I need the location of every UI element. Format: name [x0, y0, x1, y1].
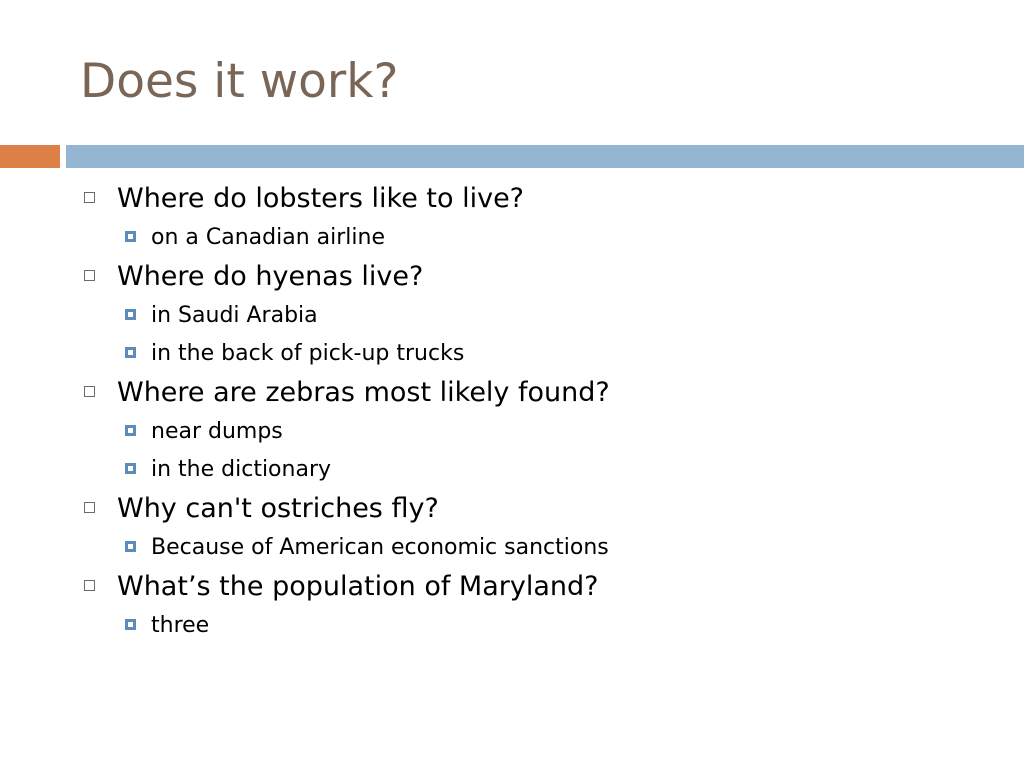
- answer-text: near dumps: [151, 418, 283, 444]
- square-bullet-icon: [125, 619, 136, 630]
- answer-item: [82, 334, 1002, 372]
- answer-text: in the dictionary: [151, 456, 332, 482]
- answer-item: [82, 296, 1002, 334]
- question-item: [82, 178, 1002, 218]
- answer-item: [82, 450, 1002, 488]
- answer-item: [82, 218, 1002, 256]
- answer-item: [82, 606, 1002, 644]
- bullet-list: [82, 178, 1002, 644]
- hollow-square-bullet-icon: [84, 580, 95, 591]
- answer-text: Because of American economic sanctions: [151, 534, 609, 560]
- question-item: [82, 372, 1002, 412]
- answer-item: [82, 528, 1002, 566]
- question-item: [82, 488, 1002, 528]
- question-text: Where do hyenas live?: [117, 260, 424, 292]
- hollow-square-bullet-icon: [84, 502, 95, 513]
- square-bullet-icon: [125, 541, 136, 552]
- accent-bar-orange: [0, 145, 60, 168]
- slide-title: Does it work?: [80, 54, 399, 109]
- question-item: [82, 256, 1002, 296]
- accent-bar-blue: [66, 145, 1024, 168]
- hollow-square-bullet-icon: [84, 386, 95, 397]
- square-bullet-icon: [125, 463, 136, 474]
- question-text: What’s the population of Maryland?: [117, 570, 599, 602]
- answer-text: in the back of pick-up trucks: [151, 340, 465, 366]
- answer-text: in Saudi Arabia: [151, 302, 318, 328]
- answer-text: three: [151, 612, 210, 638]
- answer-text: on a Canadian airline: [151, 224, 385, 250]
- hollow-square-bullet-icon: [84, 192, 95, 203]
- square-bullet-icon: [125, 347, 136, 358]
- square-bullet-icon: [125, 231, 136, 242]
- question-item: [82, 566, 1002, 606]
- question-text: Where do lobsters like to live?: [117, 182, 525, 214]
- question-text: Where are zebras most likely found?: [117, 376, 610, 408]
- question-text: Why can't ostriches fly?: [117, 492, 439, 524]
- square-bullet-icon: [125, 309, 136, 320]
- square-bullet-icon: [125, 425, 136, 436]
- hollow-square-bullet-icon: [84, 270, 95, 281]
- answer-item: [82, 412, 1002, 450]
